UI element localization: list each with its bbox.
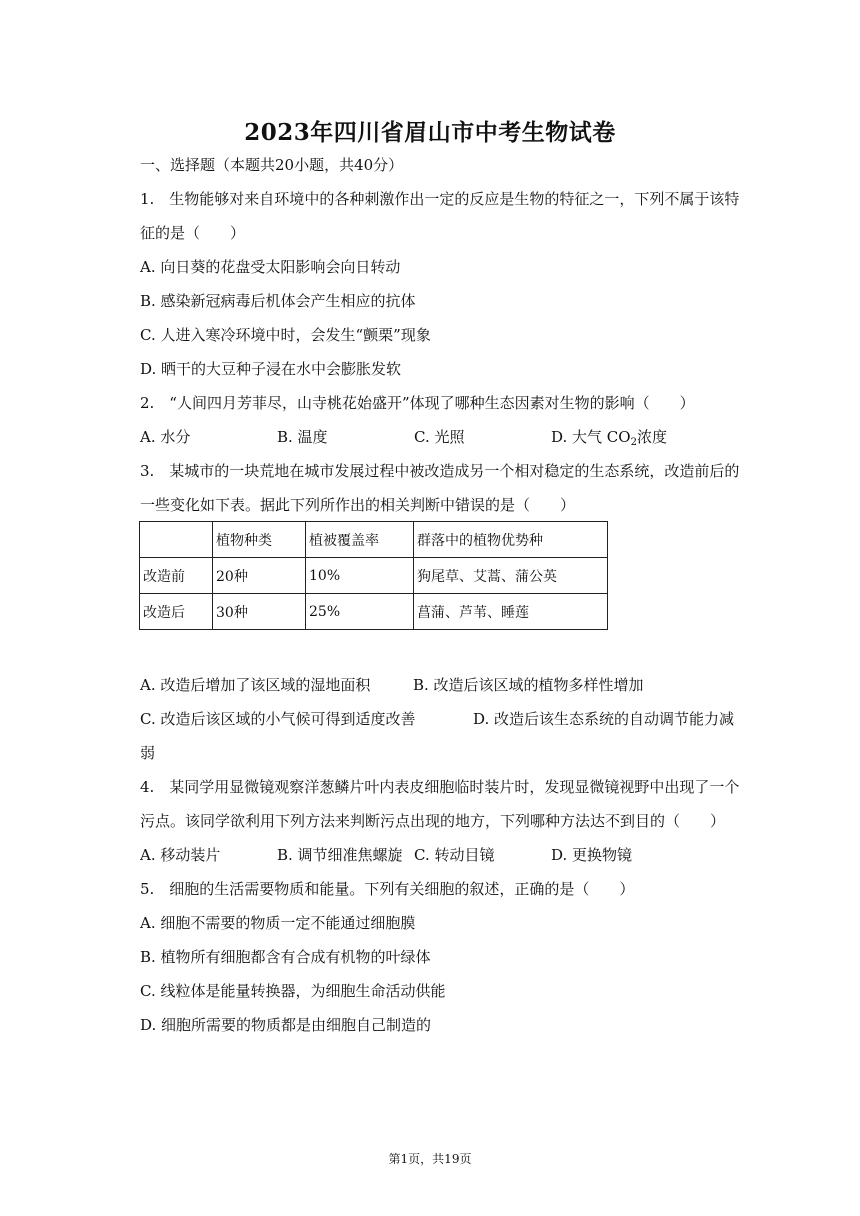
- q2-option-d-subscript: 2: [630, 437, 637, 448]
- q1-stem-line1: 1. 生物能够对来自环境中的各种刺激作出一定的反应是生物的特征之一，下列不属于该特: [140, 190, 740, 208]
- table-header-cell: 群落中的植物优势种: [414, 522, 608, 558]
- q3-stem-line2: 一些变化如下表。据此下列所作出的相关判断中错误的是（ ）: [140, 496, 576, 514]
- section-heading: 一、选择题（本题共20小题，共40分）: [140, 156, 404, 174]
- q4-stem-line2: 污点。该同学欲利用下列方法来判断污点出现的地方，下列哪种方法达不到目的（ ）: [140, 812, 726, 830]
- table-cell: 改造前: [140, 558, 213, 594]
- q2-option-b: B. 温度: [277, 428, 328, 446]
- q3-stem-line1: 3. 某城市的一块荒地在城市发展过程中被改造成另一个相对稳定的生态系统，改造前后的: [140, 462, 740, 480]
- q2-option-d-suffix: 浓度: [636, 428, 667, 446]
- q5-option-d: D. 细胞所需要的物质都是由细胞自己制造的: [140, 1016, 432, 1034]
- q1-option-b: B. 感染新冠病毒后机体会产生相应的抗体: [140, 292, 416, 310]
- q4-option-c: C. 转动目镜: [414, 846, 495, 864]
- q1-stem-line2: 征的是（ ）: [140, 224, 246, 242]
- table-cell: 菖蒲、芦苇、睡莲: [414, 594, 608, 630]
- q1-option-a: A. 向日葵的花盘受太阳影响会向日转动: [140, 258, 401, 276]
- q5-option-b: B. 植物所有细胞都含有合成有机物的叶绿体: [140, 948, 431, 966]
- table-row: [140, 594, 608, 630]
- table-cell: 狗尾草、艾蒿、蒲公英: [414, 558, 608, 594]
- q2-stem: 2. “人间四月芳菲尽，山寺桃花始盛开”体现了哪种生态因素对生物的影响（ ）: [140, 394, 695, 412]
- q5-stem: 5. 细胞的生活需要物质和能量。下列有关细胞的叙述，正确的是（ ）: [140, 880, 635, 898]
- table-cell: 改造后: [140, 594, 213, 630]
- q3-option-a: A. 改造后增加了该区域的湿地面积: [140, 676, 371, 694]
- q3-data-table: [139, 521, 608, 630]
- table-cell: 20种: [213, 558, 306, 594]
- q3-option-b: B. 改造后该区域的植物多样性增加: [413, 676, 644, 694]
- q5-option-a: A. 细胞不需要的物质一定不能通过细胞膜: [140, 914, 416, 932]
- table-row: [140, 558, 608, 594]
- table-cell: 30种: [213, 594, 306, 630]
- table-header-cell: [140, 522, 213, 558]
- q4-option-d: D. 更换物镜: [551, 846, 633, 864]
- q2-option-d: [551, 427, 667, 453]
- table-cell: 10%: [306, 558, 414, 594]
- page-title: 2023年四川省眉山市中考生物试卷: [244, 119, 616, 146]
- page-footer: 第1页，共19页: [388, 1152, 472, 1166]
- q3-option-d-line1: D. 改造后该生态系统的自动调节能力减: [473, 710, 735, 728]
- table-cell: 25%: [306, 594, 414, 630]
- q4-stem-line1: 4. 某同学用显微镜观察洋葱鳞片叶内表皮细胞临时装片时，发现显微镜视野中出现了一个: [140, 778, 740, 796]
- q1-option-d: D. 晒干的大豆种子浸在水中会膨胀发软: [140, 360, 402, 378]
- table-header-row: [140, 522, 608, 558]
- q4-option-b: B. 调节细准焦螺旋: [277, 846, 403, 864]
- table-header-cell: 植被覆盖率: [306, 522, 414, 558]
- q5-option-c: C. 线粒体是能量转换器，为细胞生命活动供能: [140, 982, 446, 1000]
- q2-option-c: C. 光照: [414, 428, 465, 446]
- table-header-cell: 植物种类: [213, 522, 306, 558]
- q2-option-d-text: D. 大气 CO: [551, 428, 631, 446]
- q3-option-d-line2: 弱: [140, 744, 156, 762]
- q4-option-a: A. 移动装片: [140, 846, 221, 864]
- q3-option-c: C. 改造后该区域的小气候可得到适度改善: [140, 710, 416, 728]
- q2-option-a: A. 水分: [140, 428, 191, 446]
- q1-option-c: C. 人进入寒冷环境中时，会发生“颤栗”现象: [140, 326, 431, 344]
